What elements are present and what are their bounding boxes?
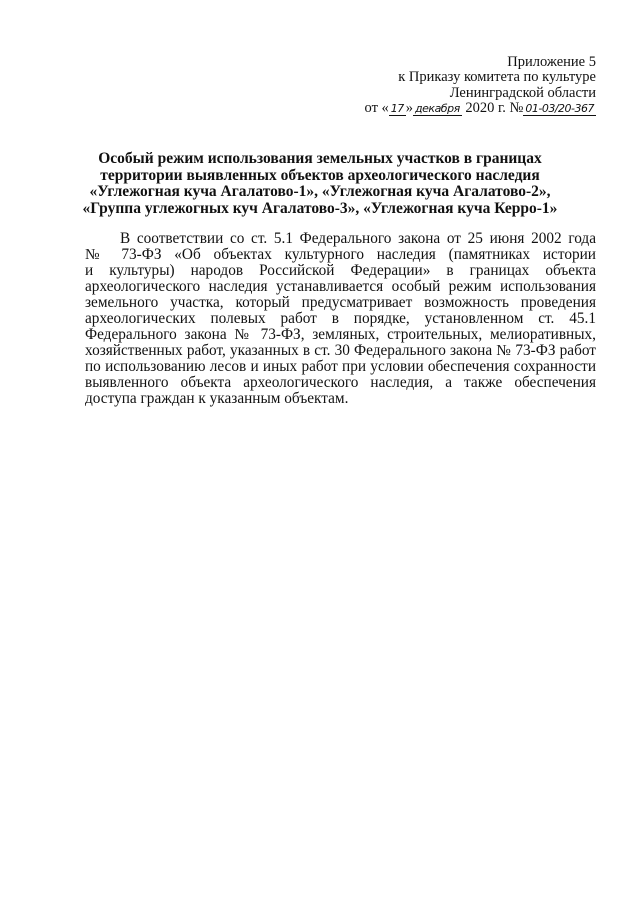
body-line: по использованию лесов и иных работ при условии обеспечения сохранности [85,358,596,376]
body-line: В соответствии со ст. 5.1 Федерального закона от 25 июня 2002 года [120,230,596,247]
body-line: земельного участка, который предусматривает возможность проведения [85,294,596,312]
date-prefix: от « [364,99,389,116]
body-line: археологического наследия устанавливается особый режим использования [85,278,596,296]
title-line: «Углежогная куча Агалатово-1», «Углежогная куча Агалатово-2», [89,183,551,201]
appendix-number: Приложение 5 [507,54,596,70]
appendix-region: Ленинградской области [449,84,596,101]
body-line: хозяйственных работ, указанных в ст. 30 Федерального закона № 73-ФЗ работ [85,342,596,360]
appendix-header [365,55,596,116]
handwritten-month: декабря [415,101,460,115]
appendix-order-ref: к Приказу комитета по культуре [398,69,596,86]
body-line: № 73-ФЗ «Об объектах культурного наследия (памятниках истории [85,246,596,264]
handwritten-order-number: 01-03/20-367 [525,101,594,115]
body-line: и культуры) народов Российской Федерации» в границах объекта [85,262,596,280]
title-line: Особый режим использования земельных участков в границах [98,150,542,167]
title-line: «Группа углежогных куч Агалатово-3», «Углежогная куча Керро-1» [82,199,558,217]
handwritten-day: 17 [390,101,404,115]
body-line: Федерального закона № 73-ФЗ, земляных, строительных, мелиоративных, [85,326,596,344]
date-year: 2020 г. № [465,99,524,116]
date-quote: » [405,99,414,116]
body-paragraph [85,231,596,408]
title-line: территории выявленных объектов археологического наследия [100,166,540,184]
appendix-date-line [365,101,596,116]
body-line: выявленного объекта археологического наследия, а также обеспечения [85,374,596,392]
body-line: доступа граждан к указанным объектам. [85,390,349,408]
body-line: археологических полевых работ в порядке, установленном ст. 45.1 [85,310,596,328]
document-title [60,151,580,217]
